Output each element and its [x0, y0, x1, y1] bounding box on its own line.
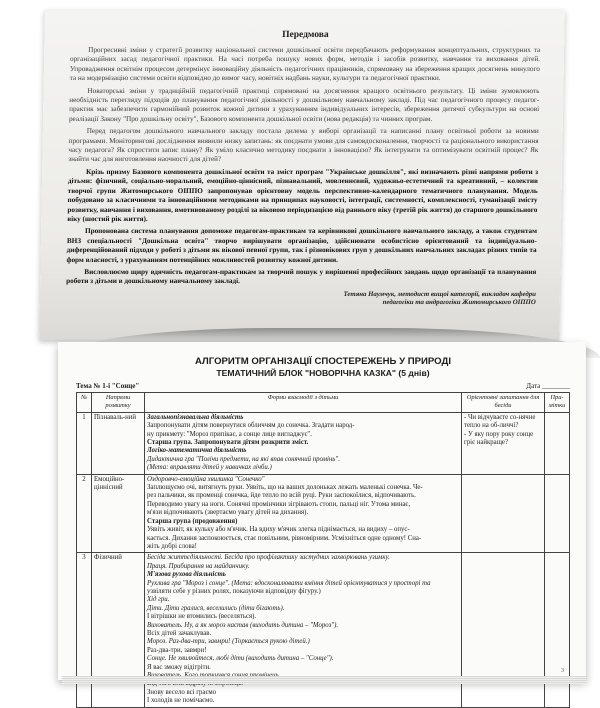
algorithm-subtitle: ТЕМАТИЧНИЙ БЛОК "НОВОРІЧНА КАЗКА" (5 днів) — [216, 368, 430, 378]
form-line: Бесіда життєдіяльності. Бесіда про профілактику застудних захворювань узимку. — [147, 554, 390, 562]
form-line: Старша група. Запропонувати дітям розкрити зміст. — [147, 439, 309, 447]
table-header-row — [77, 393, 570, 413]
foreword-paragraph: Перед педагогом дошкільного навчального закладу постала дилема у виборі організації та написанні плану освітньої роботи за новими програмами. Моніторингові дослідження виявили низку запитань: як поєднати умови для самовдосконалення, творчості та раціонального використання часу педагога? Як спростити запис плану? Як уміло класично методику поєднати з інновацією? Як інтегрувати та оптимізувати освітній процес? Як знайти час для виготовлення наочності для дітей? — [68, 127, 539, 164]
header-notes: При-мітки — [545, 393, 570, 413]
topic-label: Тема № 1-і "Сонце" — [76, 382, 140, 390]
foreword-paragraph: Крізь призму Базового компонента дошкільної освіти та зміст програм "Українське дошкілля", які визначають різні напрями роботи з дітьми: фізичний, соціально-моральний, емоційно-ціннісний, пізнавальний, мовленнєвий, художньо-естетичний та креативний, – колектив творчої групи Житомирського ОІППО запропонував орієнтовну модель перспективно-календарного тематичного планування. Модель побудовано за класичними та інноваційними методиками на принципах науковості, інтеграції, системності, комплексності, гуманізації змісту розвитку, навчання і виховання, вмотивованому розділі за віковою періодизацією від раннього віку (третій рік життя) до старшого дошкільного віку (шостий рік життя). — [67, 167, 539, 223]
form-line: Діти. Діти гралися, веселились (діти бігають). — [147, 604, 285, 612]
header-num: № — [77, 393, 92, 413]
form-line: рез пальчики, як променці сонечка, йде тепло по всій руці. Руки заспокоїлися, відпочивають. — [147, 492, 416, 500]
foreword-paragraph: Пропонована система планування допоможе педагогам-практикам та керівникові дошкільного навчального закладу, а також студентам ВНЗ спеціальності "Дошкільна освіта" творчо вирішувати організацію, здійснювати особистісно орієнтований та індивідуально-диференційований підходи у роботі з дітьми як вікової певної групи, так і різновікових груп у дошкільних навчальних закладах різних типів та форм власності, з урахуванням потенційних можливостей розвитку кожної дитини. — [66, 227, 538, 264]
header-forms: Форми взаємодії з дітьми — [145, 393, 462, 413]
form-line: ну прикмету: "Мороз припікає, а сонце лице вигладжує". — [147, 430, 312, 438]
form-line: Логіко-математична діяльність — [147, 447, 247, 455]
page-edges — [62, 676, 586, 684]
foreword-body — [66, 46, 540, 287]
form-line: Загальнопізнавальна діяльність — [147, 413, 244, 421]
algorithm-title: АЛГОРИТМ ОРГАНІЗАЦІЇ СПОСТЕРЕЖЕНЬ У ПРИРОДІ — [194, 356, 452, 367]
row-questions — [462, 474, 545, 553]
form-line: М'язова рухова діяльність — [147, 571, 226, 579]
form-line: Мороз. Раз-два-три, завмри! (Торкається рукою дітей.) — [147, 638, 310, 646]
form-line: Заплющуємо очі, витягнуть руки. Уявіть, що на ваших долоньках лежать маленькі сонечка. Че- — [147, 484, 423, 492]
form-line: Рухлива гра "Мороз і сонце". (Мета: вдосконалювати вміння дітей орієнтуватися у просторі та — [147, 579, 431, 587]
row-notes — [545, 412, 570, 474]
plan-table-body — [77, 412, 570, 707]
foreword-page — [39, 10, 565, 340]
form-line: Запропонувати дітям повернутися обличчям до сонечка. Згадати народ- — [147, 422, 355, 430]
row-questions: - Чи відчуваєте со-нячне тепло на об-личчі? - У яку пору року сонце гріє найкраще? — [462, 412, 545, 474]
row-forms — [145, 412, 462, 474]
header-direction: Напрями розвитку — [92, 393, 145, 413]
form-line: Дидактична гра "Полічи предмети, на які впав сонячний промінь". — [147, 455, 340, 463]
form-line: Праця. Прибирання на майданчику. — [147, 562, 250, 570]
foreword-title: Передмова — [282, 30, 329, 40]
form-line: І вітрішки не втомились (веселяться). — [147, 613, 257, 621]
form-line: Старша група (продовження) — [147, 517, 238, 525]
form-line: Оздоровчо-емоційна хвилинка "Сонечко" — [147, 475, 265, 483]
row-number: 3 — [77, 553, 92, 707]
row-number: 1 — [77, 412, 92, 474]
form-line: Всіх дітей зачаклував. — [147, 629, 212, 637]
topic-row — [76, 382, 570, 390]
form-line: кається. Дихання заспокоюється, стає повільним, рівномірним. Усміхніться одне одному! Сна- — [147, 534, 422, 542]
page-number: 3 — [561, 668, 564, 674]
row-forms — [145, 474, 462, 553]
header-questions: Орієнтовні запитання для бесіди — [462, 393, 545, 413]
algorithm-page — [58, 342, 586, 705]
form-line: м'язи відпочивають (звертаємо увагу дітей на дихання). — [147, 509, 309, 517]
foreword-signature — [66, 291, 536, 308]
form-line: Раз-два-три, завмри! — [147, 646, 207, 654]
foreword-paragraph: Новаторські зміни у традиційній педагогічній практиці спрямовані на досягнення кращого освітнього результату. Ці зміни зумовлюють необхідність перегляду підходів до планування педагогічної діяльності у дошкільному навчальному закладі. Під час педагогічного процесу педагог-практик має забезпечити гармонійний розвиток кожної дитини з урахуванням індивідуальних інтересів, збереження дитячої субкультури на основі реалізації Закону "Про дошкільну освіту", Базового компонента дошкільної освіти (нова редакція) та чинних програм. — [68, 86, 540, 123]
form-line: Я вас зможу відігріти. — [147, 663, 211, 671]
row-direction: Емоційно-ціннісний — [92, 474, 145, 553]
form-line: Переводимо увагу на ноги. Сонячні промінчики зігрівають стопи, пальці ніг. Утома минає, — [147, 500, 411, 508]
foreword-paragraph: Прогресивні зміни у стратегії розвитку національної системи дошкільної освіти передбачають реформування концептуальних, структурних та організаційних засад педагогічної практики. На часі потреба пошуку нових форм, методів і засобів розвитку, навчання та виховання дітей. Упровадження освітнім процесом детермінує інноваційну діяльність педагогічних працівників, спрямовану на збереження кращих досягнень минулого та на модернізацію системи освіти відповідно до вимог часу, новітніх надбань науки, культури та педагогічної практики. — [69, 46, 541, 83]
row-direction: Фізичний — [92, 553, 145, 707]
form-line: Уявіть живіт, як кульку або м'ячик. На вдиху м'ячик злегка піднімається, на видиху – опус- — [147, 526, 410, 534]
form-line: Хід гри. — [147, 596, 170, 604]
plan-table — [76, 392, 570, 708]
form-line: (Мета: вправляти дітей у навичках лічби.) — [147, 464, 272, 472]
form-line: Вихователь. Ну, а як мороз настав (виходить дитина – "Мороз"). — [147, 621, 339, 629]
table-row — [77, 474, 570, 553]
row-notes — [545, 474, 570, 553]
row-number: 2 — [77, 474, 92, 553]
form-line: жіть добрі слова! — [147, 542, 197, 550]
form-line: І холодів не помічаємо. — [147, 697, 215, 705]
foreword-paragraph: Висловлюємо щиру вдячність педагогам-практикам за творчий пошук у вирішенні професійних завдань щодо організації та планування роботи з дітьми в дошкільному навчальному закладі. — [66, 267, 537, 286]
form-line: узвіляти себе у різних ролях, показуючи відповідну фігуру.) — [147, 587, 321, 595]
form-line: Сонце. Не хвилюйтеся, любі діти (виходить дитина – "Сонце"). — [147, 655, 334, 663]
table-row — [77, 412, 570, 474]
signature-line: педагогіки та андрагогіки Житомирського ОІППО — [382, 299, 536, 307]
signature-line: Тетяна Наумчук, методист вищої категорії, викладач кафедри — [343, 290, 536, 298]
date-label: Дата ________ — [526, 382, 570, 390]
row-direction: Пізнаваль-ний — [92, 412, 145, 474]
form-line: Знову весело всі граємо — [147, 688, 217, 696]
